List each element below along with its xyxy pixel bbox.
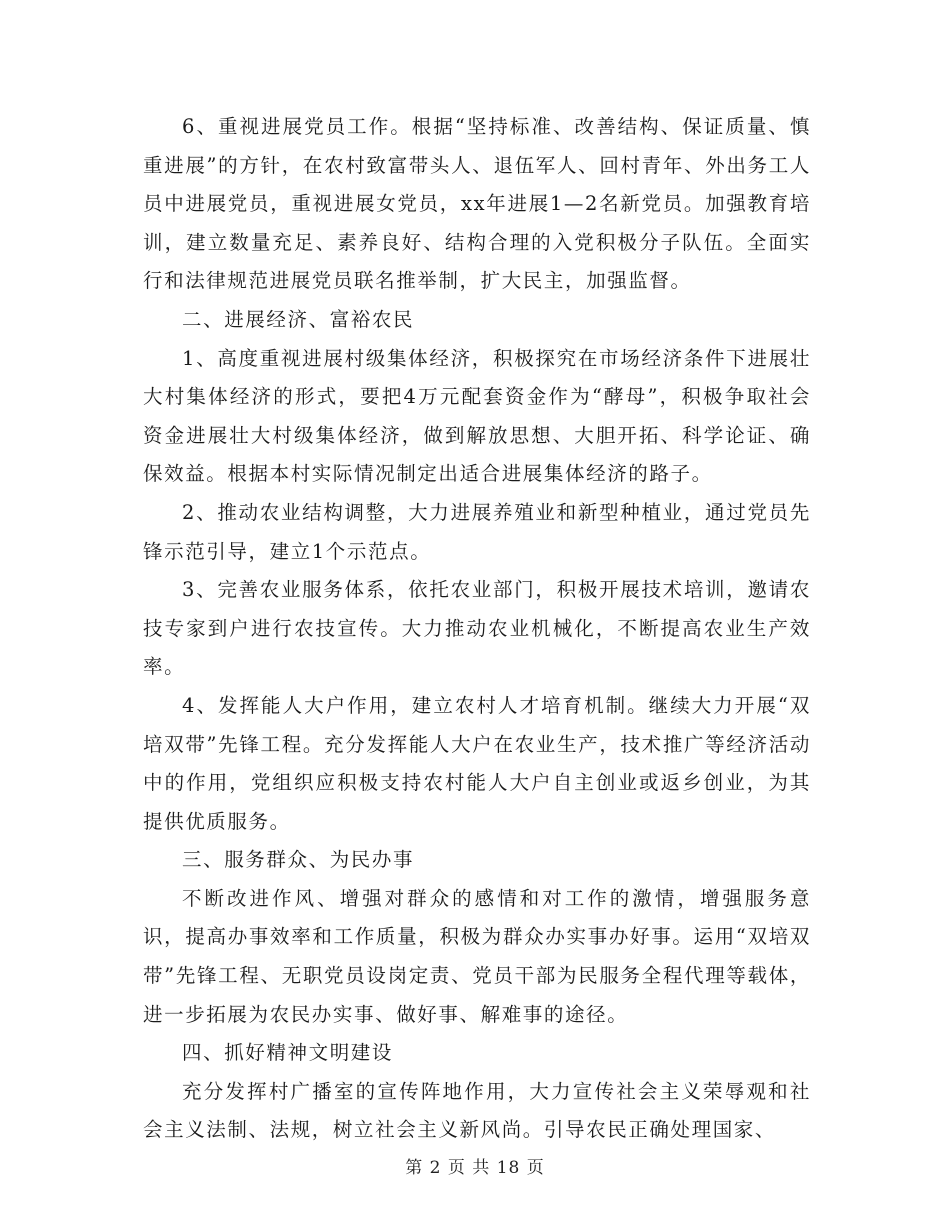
section-heading-serve-masses: 三、服务群众、为民办事: [182, 848, 415, 872]
paragraph-capable-households: 4、发挥能人大户作用，建立农村人才培育机制。继续大力开展“双培双带”先锋工程。充分发挥能人大户在农业生产，技术推广等经济活动中的作用，党组织应积极支持农村能人大户自主创业或返乡创业，为其提供优质服务。: [143, 693, 811, 833]
paragraph-agricultural-structure: 2、推动农业结构调整，大力进展养殖业和新型种植业，通过党员先锋示范引导，建立1个示范点。: [143, 500, 811, 563]
paragraph-collective-economy: 1、高度重视进展村级集体经济，积极探究在市场经济条件下进展壮大村集体经济的形式，要把4万元配套资金作为“酵母”，积极争取社会资金进展壮大村级集体经济，做到解放思想、大胆开拓、科学论证、确保效益。根据本村实际情况制定出适合进展集体经济的路子。: [143, 346, 811, 486]
paragraph-party-member-development: 6、重视进展党员工作。根据“坚持标准、改善结构、保证质量、慎重进展”的方针，在农村致富带头人、退伍军人、回村青年、外出务工人员中进展党员，重视进展女党员，xx年进展1—2名新党员。加强教育培训，建立数量充足、素养良好、结构合理的入党积极分子队伍。全面实行和法律规范进展党员联名推举制，扩大民主，加强监督。: [143, 115, 811, 293]
page-number-footer: 第 2 页 共 18 页: [405, 1158, 545, 1178]
paragraph-improve-work-style: 不断改进作风、增强对群众的感情和对工作的激情，增强服务意识，提高办事效率和工作质量，积极为群众办实事办好事。运用“双培双带”先锋工程、无职党员设岗定责、党员干部为民服务全程代理等载体，进一步拓展为农民办实事、做好事、解难事的途径。: [143, 886, 811, 1026]
section-heading-spiritual-civilization: 四、抓好精神文明建设: [182, 1041, 394, 1065]
document-body: [143, 108, 811, 1150]
paragraph-broadcast-room: 充分发挥村广播室的宣传阵地作用，大力宣传社会主义荣辱观和社会主义法制、法规，树立社会主义新风尚。引导农民正确处理国家、: [143, 1079, 811, 1142]
section-heading-economy: 二、进展经济、富裕农民: [182, 307, 415, 331]
paragraph-agricultural-services: 3、完善农业服务体系，依托农业部门，积极开展技术培训，邀请农技专家到户进行农技宣传。大力推动农业机械化，不断提高农业生产效率。: [143, 578, 811, 679]
